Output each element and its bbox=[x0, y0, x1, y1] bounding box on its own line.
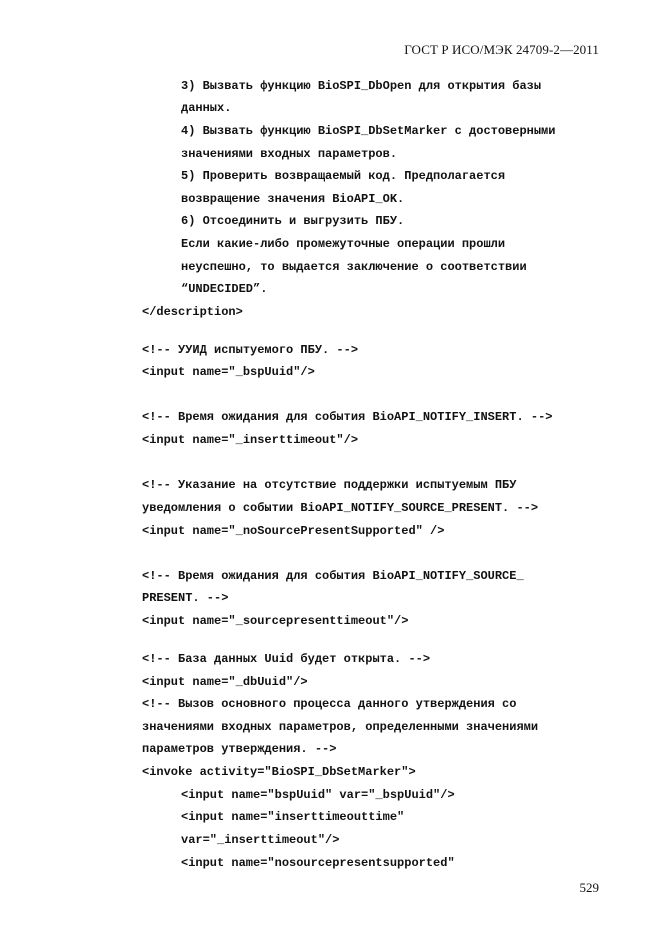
code-line: var="_inserttimeout"/> bbox=[181, 833, 340, 847]
code-line: <input name="_dbUuid"/> bbox=[142, 675, 308, 689]
code-line: данных. bbox=[181, 101, 232, 115]
code-line: <input name="_noSourcePresentSupported" /> bbox=[142, 524, 445, 538]
code-line: <input name="_sourcepresenttimeout"/> bbox=[142, 614, 409, 628]
code-comment: уведомления о событии BioAPI_NOTIFY_SOURCE_PRESENT. --> bbox=[142, 501, 539, 515]
code-line: 6) Отсоединить и выгрузить ПБУ. bbox=[181, 214, 405, 228]
code-comment: <!-- Указание на отсутствие поддержки испытуемым ПБУ bbox=[142, 478, 517, 492]
code-line: возвращение значения BioAPI_OK. bbox=[181, 192, 405, 206]
code-line: </description> bbox=[142, 305, 243, 319]
code-line: 5) Проверить возвращаемый код. Предполагается bbox=[181, 169, 506, 183]
page-number: 529 bbox=[579, 880, 599, 895]
code-line: 4) Вызвать функцию BioSPI_DbSetMarker с достоверными bbox=[181, 124, 556, 138]
code-comment: <!-- УУИД испытуемого ПБУ. --> bbox=[142, 343, 359, 357]
code-line: <input name="_inserttimeout"/> bbox=[142, 433, 359, 447]
code-comment: <!-- Время ожидания для события BioAPI_NOTIFY_INSERT. --> bbox=[142, 410, 553, 424]
code-comment: параметров утверждения. --> bbox=[142, 742, 337, 756]
code-line: 3) Вызвать функцию BioSPI_DbOpen для открытия базы bbox=[181, 79, 542, 93]
code-line: <input name="_bspUuid"/> bbox=[142, 365, 315, 379]
code-line: “UNDECIDED”. bbox=[181, 282, 268, 296]
code-comment: <!-- Вызов основного процесса данного утверждения со bbox=[142, 697, 517, 711]
code-line: неуспешно, то выдается заключение о соответствии bbox=[181, 260, 527, 274]
code-comment: <!-- Время ожидания для события BioAPI_NOTIFY_SOURCE_ bbox=[142, 569, 524, 583]
code-line: <invoke activity="BioSPI_DbSetMarker"> bbox=[142, 765, 416, 779]
code-comment: значениями входных параметров, определенными значениями bbox=[142, 720, 539, 734]
code-line: значениями входных параметров. bbox=[181, 147, 398, 161]
code-comment: PRESENT. --> bbox=[142, 591, 229, 605]
code-line: Если какие-либо промежуточные операции прошли bbox=[181, 237, 506, 251]
code-line: <input name="bspUuid" var="_bspUuid"/> bbox=[181, 788, 455, 802]
page-header-standard-id: ГОСТ Р ИСО/МЭК 24709-2—2011 bbox=[404, 42, 599, 57]
code-comment: <!-- База данных Uuid будет открыта. --> bbox=[142, 652, 431, 666]
code-line: <input name="inserttimeouttime" bbox=[181, 810, 405, 824]
code-line: <input name="nosourcepresentsupported" bbox=[181, 856, 455, 870]
